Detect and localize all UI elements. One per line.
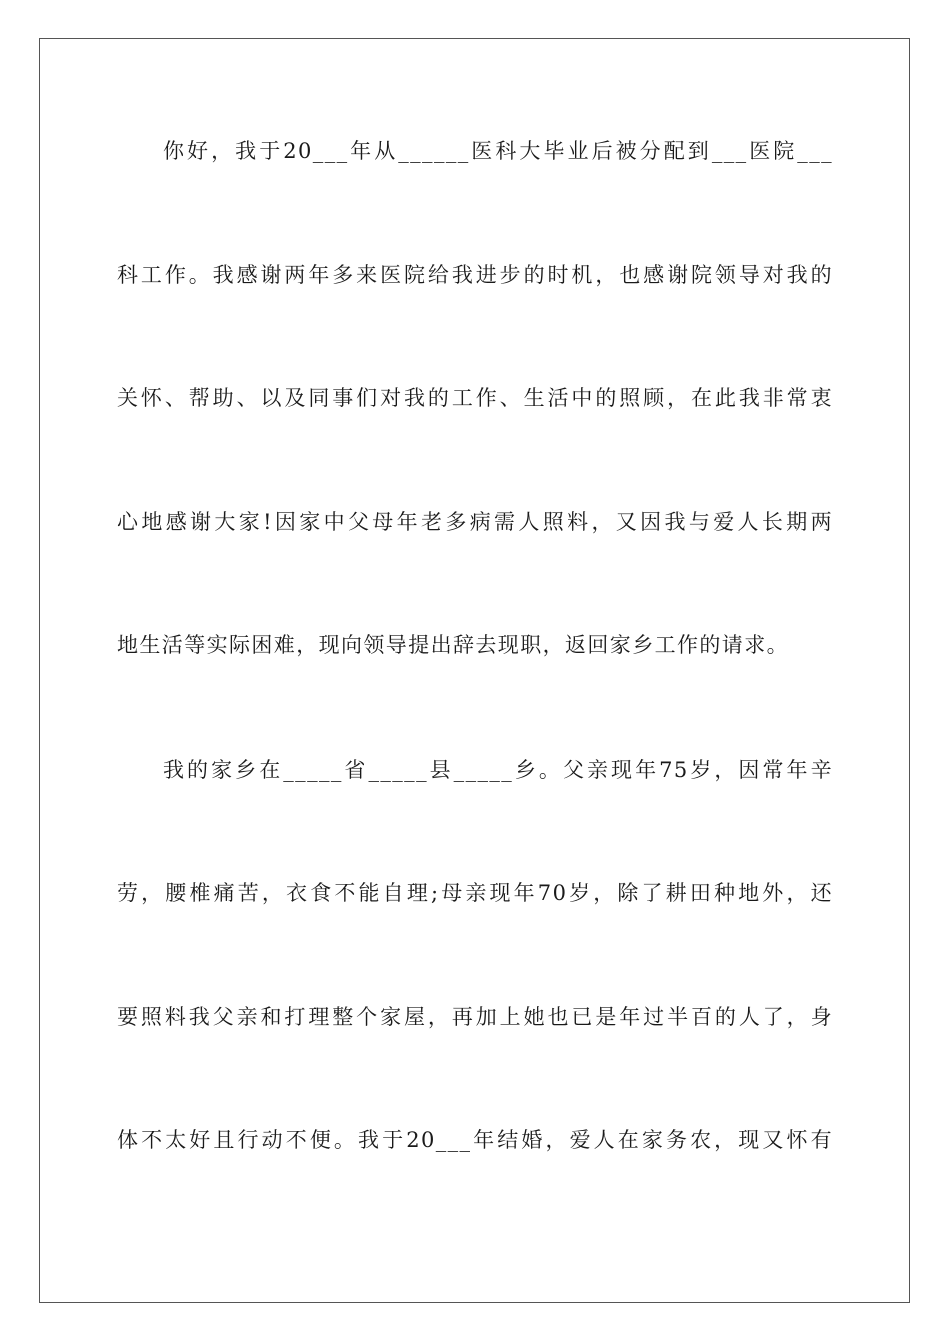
paragraph-1-line-3: 关怀、帮助、以及同事们对我的工作、生活中的照顾，在此我非常衷 xyxy=(117,386,833,410)
page-border xyxy=(39,38,910,1303)
paragraph-2-line-2: 劳，腰椎痛苦，衣食不能自理;母亲现年70岁，除了耕田种地外，还 xyxy=(117,881,833,905)
paragraph-1-line-4: 心地感谢大家!因家中父母年老多病需人照料，又因我与爱人长期两 xyxy=(117,510,833,534)
paragraph-2-line-3: 要照料我父亲和打理整个家屋，再加上她也已是年过半百的人了，身 xyxy=(117,1005,833,1029)
paragraph-1-line-2: 科工作。我感谢两年多来医院给我进步的时机，也感谢院领导对我的 xyxy=(117,263,833,287)
paragraph-1-line-5: 地生活等实际困难，现向领导提出辞去现职，返回家乡工作的请求。 xyxy=(117,633,789,657)
paragraph-1-line-1: 你好，我于20___年从______医科大毕业后被分配到___医院___ xyxy=(163,139,833,163)
paragraph-2-line-1: 我的家乡在_____省_____县_____乡。父亲现年75岁，因常年辛 xyxy=(163,758,833,782)
paragraph-2-line-4: 体不太好且行动不便。我于20___年结婚，爱人在家务农，现又怀有 xyxy=(117,1128,833,1152)
